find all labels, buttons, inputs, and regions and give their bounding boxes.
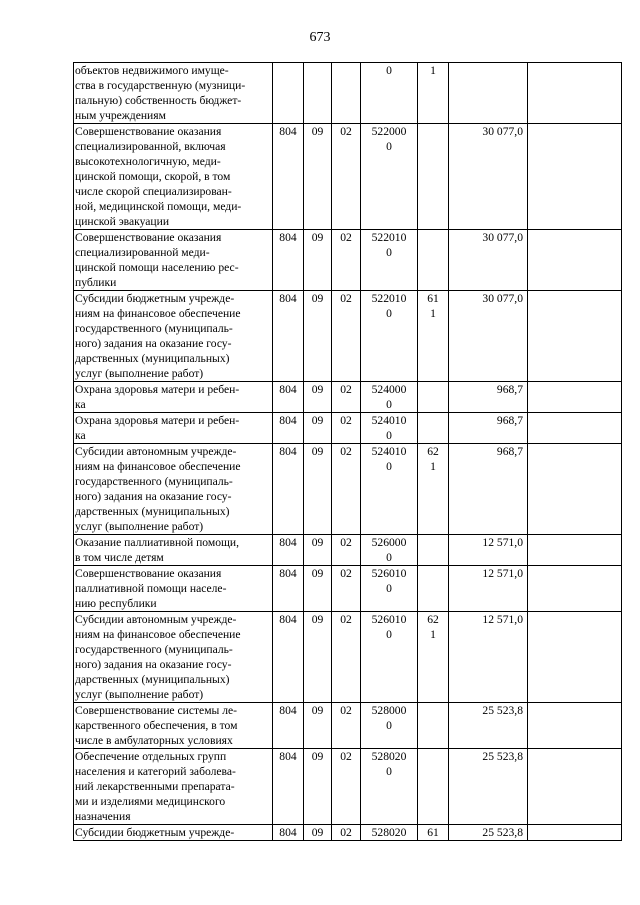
note-cell	[528, 63, 622, 124]
target-article-line: 0	[386, 628, 392, 641]
item-name-line: нию республики	[75, 597, 157, 610]
expense-type-line: 61	[427, 826, 439, 839]
target-article-cell	[361, 230, 418, 291]
page-number: 673	[309, 30, 331, 45]
item-name-cell	[74, 825, 273, 841]
expense-type-cell	[418, 291, 449, 382]
note-cell	[528, 413, 622, 444]
ministry-code-cell: 804	[273, 749, 304, 825]
item-name-line: ным учреждениям	[75, 109, 166, 122]
target-article-cell	[361, 444, 418, 535]
table-row	[74, 230, 622, 291]
item-name-cell	[74, 291, 273, 382]
ministry-code-cell: 804	[273, 612, 304, 703]
expense-type-line: 1	[430, 307, 436, 320]
target-article-cell	[361, 703, 418, 749]
ministry-code-cell: 804	[273, 444, 304, 535]
subsection-code-cell	[332, 63, 361, 124]
budget-table-body	[74, 63, 622, 841]
amount-cell: 968,7	[449, 413, 528, 444]
item-name-cell	[74, 413, 273, 444]
item-name-cell	[74, 63, 273, 124]
target-article-line: 528020	[371, 750, 407, 763]
ministry-code-cell	[273, 63, 304, 124]
note-cell	[528, 566, 622, 612]
item-name-line: Субсидии бюджетным учрежде-	[75, 292, 235, 305]
item-name-line: объектов недвижимого имуще-	[75, 64, 229, 77]
section-code-cell: 09	[304, 444, 332, 535]
target-article-line: 0	[386, 307, 392, 320]
item-name-line: услуг (выполнение работ)	[75, 367, 204, 380]
note-cell	[528, 612, 622, 703]
table-row	[74, 444, 622, 535]
expense-type-cell	[418, 230, 449, 291]
expense-type-line: 61	[427, 292, 439, 305]
item-name-line: цинской помощи, скорой, в том	[75, 170, 231, 183]
subsection-code-cell: 02	[332, 382, 361, 413]
target-article-line: 0	[386, 551, 392, 564]
expense-type-line: 62	[427, 613, 439, 626]
target-article-cell	[361, 749, 418, 825]
table-row	[74, 825, 622, 841]
item-name-line: ний лекарственными препарата-	[75, 780, 235, 793]
section-code-cell	[304, 63, 332, 124]
table-row	[74, 749, 622, 825]
item-name-line: дарственных (муниципальных)	[75, 505, 230, 518]
target-article-line: 526010	[371, 567, 407, 580]
section-code-cell: 09	[304, 291, 332, 382]
amount-cell: 25 523,8	[449, 825, 528, 841]
target-article-cell	[361, 566, 418, 612]
target-article-line: 0	[386, 398, 392, 411]
target-article-cell	[361, 382, 418, 413]
target-article-line: 528020	[371, 826, 407, 839]
target-article-line: 0	[386, 64, 392, 77]
item-name-line: ми и изделиями медицинского	[75, 795, 226, 808]
ministry-code-cell: 804	[273, 291, 304, 382]
ministry-code-cell: 804	[273, 382, 304, 413]
subsection-code-cell: 02	[332, 612, 361, 703]
ministry-code-cell: 804	[273, 566, 304, 612]
expense-type-cell	[418, 124, 449, 230]
expense-type-cell	[418, 825, 449, 841]
note-cell	[528, 230, 622, 291]
item-name-line: паллиативной помощи населе-	[75, 582, 227, 595]
ministry-code-cell: 804	[273, 230, 304, 291]
item-name-line: ниям на финансовое обеспечение	[75, 628, 241, 641]
item-name-line: высокотехнологичную, меди-	[75, 155, 221, 168]
expense-type-cell	[418, 535, 449, 566]
target-article-line: 528000	[371, 704, 407, 717]
note-cell	[528, 825, 622, 841]
item-name-line: населения и категорий заболева-	[75, 765, 236, 778]
expense-type-line: 1	[430, 460, 436, 473]
table-row	[74, 124, 622, 230]
note-cell	[528, 535, 622, 566]
amount-cell: 12 571,0	[449, 612, 528, 703]
target-article-cell	[361, 825, 418, 841]
item-name-line: Совершенствование системы ле-	[75, 704, 238, 717]
ministry-code-cell: 804	[273, 825, 304, 841]
table-row	[74, 413, 622, 444]
item-name-line: Охрана здоровья матери и ребен-	[75, 414, 240, 427]
item-name-line: ного) задания на оказание госу-	[75, 490, 232, 503]
item-name-line: государственного (муниципаль-	[75, 475, 233, 488]
expense-type-cell	[418, 566, 449, 612]
item-name-line: ного) задания на оказание госу-	[75, 658, 232, 671]
section-code-cell: 09	[304, 612, 332, 703]
target-article-cell	[361, 63, 418, 124]
item-name-cell	[74, 703, 273, 749]
note-cell	[528, 444, 622, 535]
item-name-line: Совершенствование оказания	[75, 125, 222, 138]
section-code-cell: 09	[304, 566, 332, 612]
item-name-line: цинской эвакуации	[75, 215, 170, 228]
item-name-line: Обеспечение отдельных групп	[75, 750, 227, 763]
expense-type-cell	[418, 703, 449, 749]
item-name-line: ка	[75, 429, 86, 442]
item-name-line: ства в государственную (музници-	[75, 79, 246, 92]
target-article-line: 524010	[371, 445, 407, 458]
target-article-line: 0	[386, 765, 392, 778]
item-name-line: государственного (муниципаль-	[75, 322, 233, 335]
expense-type-line: 1	[430, 64, 436, 77]
section-code-cell: 09	[304, 124, 332, 230]
item-name-line: Совершенствование оказания	[75, 231, 222, 244]
section-code-cell: 09	[304, 382, 332, 413]
target-article-line: 0	[386, 429, 392, 442]
item-name-line: государственного (муниципаль-	[75, 643, 233, 656]
item-name-line: цинской помощи населению рес-	[75, 261, 239, 274]
subsection-code-cell: 02	[332, 230, 361, 291]
table-row	[74, 382, 622, 413]
ministry-code-cell: 804	[273, 535, 304, 566]
section-code-cell: 09	[304, 413, 332, 444]
item-name-cell	[74, 612, 273, 703]
subsection-code-cell: 02	[332, 444, 361, 535]
item-name-line: Субсидии бюджетным учрежде-	[75, 826, 235, 839]
amount-cell: 25 523,8	[449, 703, 528, 749]
table-row	[74, 612, 622, 703]
note-cell	[528, 703, 622, 749]
item-name-line: ной, медицинской помощи, меди-	[75, 200, 242, 213]
item-name-line: Охрана здоровья матери и ребен-	[75, 383, 240, 396]
item-name-line: Совершенствование оказания	[75, 567, 222, 580]
item-name-line: числе скорой специализирован-	[75, 185, 232, 198]
table-row	[74, 566, 622, 612]
item-name-line: дарственных (муниципальных)	[75, 352, 230, 365]
item-name-line: специализированной меди-	[75, 246, 210, 259]
expense-type-cell	[418, 612, 449, 703]
target-article-cell	[361, 124, 418, 230]
amount-cell: 968,7	[449, 444, 528, 535]
section-code-cell: 09	[304, 230, 332, 291]
note-cell	[528, 749, 622, 825]
item-name-cell	[74, 749, 273, 825]
item-name-line: Оказание паллиативной помощи,	[75, 536, 240, 549]
item-name-cell	[74, 444, 273, 535]
item-name-line: публики	[75, 276, 117, 289]
budget-table	[73, 62, 622, 841]
item-name-line: в том числе детям	[75, 551, 164, 564]
item-name-line: пальную) собственность бюджет-	[75, 94, 242, 107]
target-article-line: 522010	[371, 292, 407, 305]
note-cell	[528, 124, 622, 230]
note-cell	[528, 291, 622, 382]
subsection-code-cell: 02	[332, 413, 361, 444]
item-name-cell	[74, 230, 273, 291]
item-name-cell	[74, 535, 273, 566]
table-row	[74, 63, 622, 124]
expense-type-cell	[418, 382, 449, 413]
item-name-line: ного) задания на оказание госу-	[75, 337, 232, 350]
amount-cell: 30 077,0	[449, 291, 528, 382]
amount-cell: 30 077,0	[449, 124, 528, 230]
ministry-code-cell: 804	[273, 413, 304, 444]
item-name-line: услуг (выполнение работ)	[75, 688, 204, 701]
subsection-code-cell: 02	[332, 703, 361, 749]
table-row	[74, 535, 622, 566]
ministry-code-cell: 804	[273, 703, 304, 749]
target-article-cell	[361, 612, 418, 703]
item-name-line: ка	[75, 398, 86, 411]
item-name-line: карственного обеспечения, в том	[75, 719, 238, 732]
table-row	[74, 291, 622, 382]
expense-type-cell	[418, 444, 449, 535]
amount-cell: 12 571,0	[449, 566, 528, 612]
expense-type-line: 1	[430, 628, 436, 641]
target-article-cell	[361, 413, 418, 444]
item-name-cell	[74, 124, 273, 230]
target-article-line: 524000	[371, 383, 407, 396]
expense-type-cell	[418, 63, 449, 124]
target-article-cell	[361, 291, 418, 382]
target-article-line: 522000	[371, 125, 407, 138]
target-article-line: 0	[386, 460, 392, 473]
target-article-line: 522010	[371, 231, 407, 244]
note-cell	[528, 382, 622, 413]
item-name-line: Субсидии автономным учрежде-	[75, 445, 237, 458]
target-article-line: 0	[386, 582, 392, 595]
amount-cell: 30 077,0	[449, 230, 528, 291]
section-code-cell: 09	[304, 825, 332, 841]
subsection-code-cell: 02	[332, 124, 361, 230]
subsection-code-cell: 02	[332, 566, 361, 612]
item-name-line: дарственных (муниципальных)	[75, 673, 230, 686]
target-article-line: 526010	[371, 613, 407, 626]
section-code-cell: 09	[304, 749, 332, 825]
item-name-line: Субсидии автономным учрежде-	[75, 613, 237, 626]
section-code-cell: 09	[304, 535, 332, 566]
subsection-code-cell: 02	[332, 291, 361, 382]
item-name-line: числе в амбулаторных условиях	[75, 734, 233, 747]
subsection-code-cell: 02	[332, 749, 361, 825]
target-article-line: 0	[386, 719, 392, 732]
expense-type-cell	[418, 749, 449, 825]
amount-cell	[449, 63, 528, 124]
expense-type-cell	[418, 413, 449, 444]
subsection-code-cell: 02	[332, 825, 361, 841]
table-row	[74, 703, 622, 749]
section-code-cell: 09	[304, 703, 332, 749]
amount-cell: 25 523,8	[449, 749, 528, 825]
item-name-cell	[74, 382, 273, 413]
target-article-line: 524010	[371, 414, 407, 427]
item-name-line: ниям на финансовое обеспечение	[75, 460, 241, 473]
ministry-code-cell: 804	[273, 124, 304, 230]
item-name-line: ниям на финансовое обеспечение	[75, 307, 241, 320]
item-name-line: специализированной, включая	[75, 140, 226, 153]
target-article-cell	[361, 535, 418, 566]
target-article-line: 526000	[371, 536, 407, 549]
item-name-cell	[74, 566, 273, 612]
expense-type-line: 62	[427, 445, 439, 458]
item-name-line: услуг (выполнение работ)	[75, 520, 204, 533]
target-article-line: 0	[386, 246, 392, 259]
target-article-line: 0	[386, 140, 392, 153]
item-name-line: назначения	[75, 810, 131, 823]
subsection-code-cell: 02	[332, 535, 361, 566]
amount-cell: 12 571,0	[449, 535, 528, 566]
amount-cell: 968,7	[449, 382, 528, 413]
